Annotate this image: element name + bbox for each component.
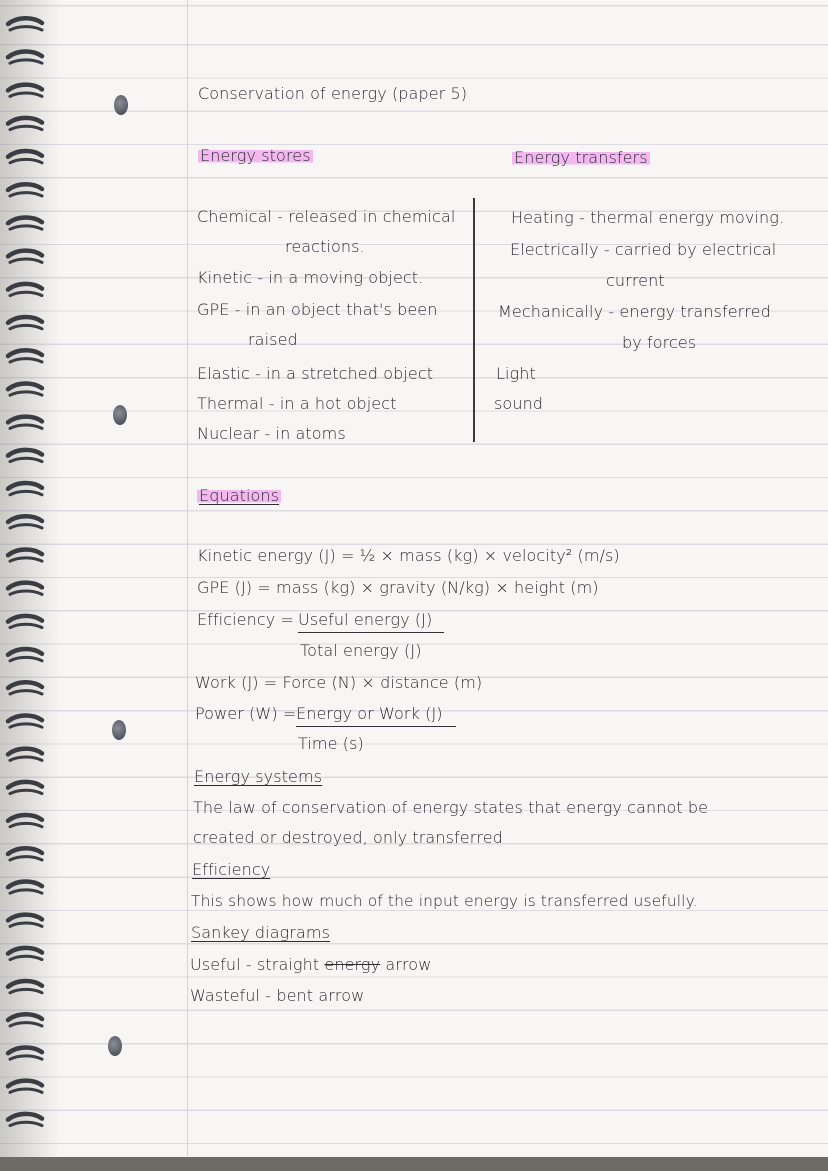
spiral-coil [10, 757, 42, 760]
transfer-heating: Heating - thermal energy moving. [511, 208, 785, 227]
power-fraction-bar [296, 726, 456, 727]
equations-heading [197, 486, 281, 505]
store-gpe: GPE - in an object that's been [197, 300, 438, 319]
spiral-coil [8, 549, 42, 555]
spiral-coil [10, 93, 42, 96]
spiral-coil [8, 417, 42, 423]
spiral-coil [10, 691, 42, 694]
spiral-coil [10, 226, 42, 229]
spiral-coil [10, 923, 42, 926]
margin-line [187, 0, 188, 1160]
sankey-wasteful: Wasteful - bent arrow [190, 986, 365, 1005]
spiral-coil [10, 724, 42, 727]
spiral-binding-icon [4, 14, 48, 1144]
equation-gpe: GPE (J) = mass (kg) × gravity (N/kg) × height (m) [197, 578, 599, 597]
transfer-light: Light [496, 364, 536, 383]
efficiency-line-1: This shows how much of the input energy is transferred usefully. [191, 892, 698, 910]
stores-heading [198, 146, 313, 165]
spiral-coil [8, 383, 42, 389]
spiral-coil [8, 151, 42, 157]
store-chemical-cont: reactions. [285, 237, 365, 256]
transfers-heading-text: Energy transfers [514, 148, 648, 167]
spiral-coil [8, 284, 42, 290]
spiral-coil [8, 1081, 42, 1087]
spiral-coil [8, 815, 42, 821]
spiral-coil [8, 483, 42, 489]
equation-power-numerator: Energy or Work (J) [296, 704, 443, 723]
spiral-coil [8, 881, 42, 887]
spiral-coil [8, 583, 42, 589]
sankey-useful [190, 955, 431, 974]
spiral-coil [8, 118, 42, 124]
spiral-coil [10, 956, 42, 959]
spiral-coil [10, 1122, 42, 1125]
equation-power-label: Power (W) = [195, 704, 297, 723]
sankey-useful-prefix: Useful - straight [190, 955, 320, 974]
spiral-coil [10, 159, 42, 162]
page-title: Conservation of energy (paper 5) [198, 84, 468, 103]
spiral-coil [8, 682, 42, 688]
spiral-coil [8, 350, 42, 356]
punch-hole-icon [112, 720, 126, 740]
systems-line-1: The law of conservation of energy states that energy cannot be [193, 798, 709, 817]
spiral-coil [10, 989, 42, 992]
spiral-coil [8, 85, 42, 91]
column-divider [473, 198, 475, 442]
equation-kinetic: Kinetic energy (J) = ½ × mass (kg) × velocity² (m/s) [197, 546, 620, 565]
transfer-sound: sound [494, 394, 544, 413]
spiral-coil [8, 317, 42, 323]
transfer-mechanically-cont: by forces [622, 333, 697, 352]
spiral-coil [10, 193, 42, 196]
spiral-coil [8, 782, 42, 788]
equations-heading-text: Equations [199, 486, 280, 505]
spiral-coil [8, 51, 42, 57]
stores-heading-text: Energy stores [200, 146, 311, 165]
spiral-coil [10, 1056, 42, 1059]
spiral-coil [10, 392, 42, 395]
spiral-coil [10, 292, 42, 295]
spiral-coil [8, 749, 42, 755]
spiral-coil [10, 624, 42, 627]
spiral-coil [10, 1089, 42, 1092]
efficiency-heading: Efficiency [192, 860, 271, 879]
spiral-coil [10, 591, 42, 594]
store-kinetic: Kinetic - in a moving object. [197, 268, 424, 287]
spiral-coil [10, 126, 42, 129]
spiral-coil [10, 359, 42, 362]
spiral-coil [8, 450, 42, 456]
store-gpe-cont: raised [248, 330, 298, 349]
spiral-coil [8, 948, 42, 954]
spiral-coil [8, 981, 42, 987]
spiral-coil [10, 60, 42, 63]
spiral-coil [8, 715, 42, 721]
spiral-coil [8, 616, 42, 622]
spiral-coil [10, 491, 42, 494]
store-nuclear: Nuclear - in atoms [197, 424, 346, 443]
spiral-coil [8, 1114, 42, 1120]
spiral-coil [8, 251, 42, 257]
transfer-electrically-cont: current [606, 271, 665, 290]
spiral-coil [8, 217, 42, 223]
spiral-coil [8, 516, 42, 522]
equation-efficiency-denominator: Total energy (J) [300, 641, 422, 660]
store-thermal: Thermal - in a hot object [197, 394, 397, 413]
spiral-coil [10, 823, 42, 826]
spiral-coil [8, 184, 42, 190]
equation-efficiency-label: Efficiency = [197, 610, 295, 629]
spiral-coil [10, 558, 42, 561]
equation-power-denominator: Time (s) [298, 734, 364, 753]
systems-line-2: created or destroyed, only transferred [193, 828, 503, 847]
spiral-coil [10, 259, 42, 262]
spiral-coil [10, 890, 42, 893]
spiral-coil [10, 458, 42, 461]
sankey-useful-struck: energy [324, 955, 381, 974]
spiral-coil [10, 1023, 42, 1026]
spiral-coil [8, 1014, 42, 1020]
spiral-coil [8, 915, 42, 921]
transfer-mechanically: Mechanically - energy transferred [498, 302, 771, 321]
spiral-coil [10, 525, 42, 528]
systems-heading: Energy systems [194, 767, 323, 786]
spiral-coil [8, 649, 42, 655]
spiral-coil [10, 790, 42, 793]
spiral-coil [10, 325, 42, 328]
punch-hole-icon [108, 1036, 122, 1056]
spiral-coil [8, 1047, 42, 1053]
spiral-coil [10, 657, 42, 660]
transfer-electrically: Electrically - carried by electrical [510, 240, 777, 259]
punch-hole-icon [113, 405, 127, 425]
store-chemical: Chemical - released in chemical [197, 207, 456, 226]
store-elastic: Elastic - in a stretched object [197, 364, 434, 383]
equation-efficiency-numerator: Useful energy (J) [298, 610, 433, 629]
spiral-coil [10, 425, 42, 428]
spiral-coil [10, 857, 42, 860]
transfers-heading [512, 148, 650, 167]
punch-hole-icon [114, 95, 128, 115]
equation-work: Work (J) = Force (N) × distance (m) [195, 673, 483, 692]
page-bottom-edge [0, 1157, 828, 1171]
sankey-useful-suffix: arrow [385, 955, 432, 974]
efficiency-fraction-bar [298, 632, 444, 633]
sankey-heading: Sankey diagrams [191, 923, 331, 942]
spiral-coil [8, 18, 42, 24]
spiral-coil [10, 27, 42, 30]
spiral-coil [8, 848, 42, 854]
